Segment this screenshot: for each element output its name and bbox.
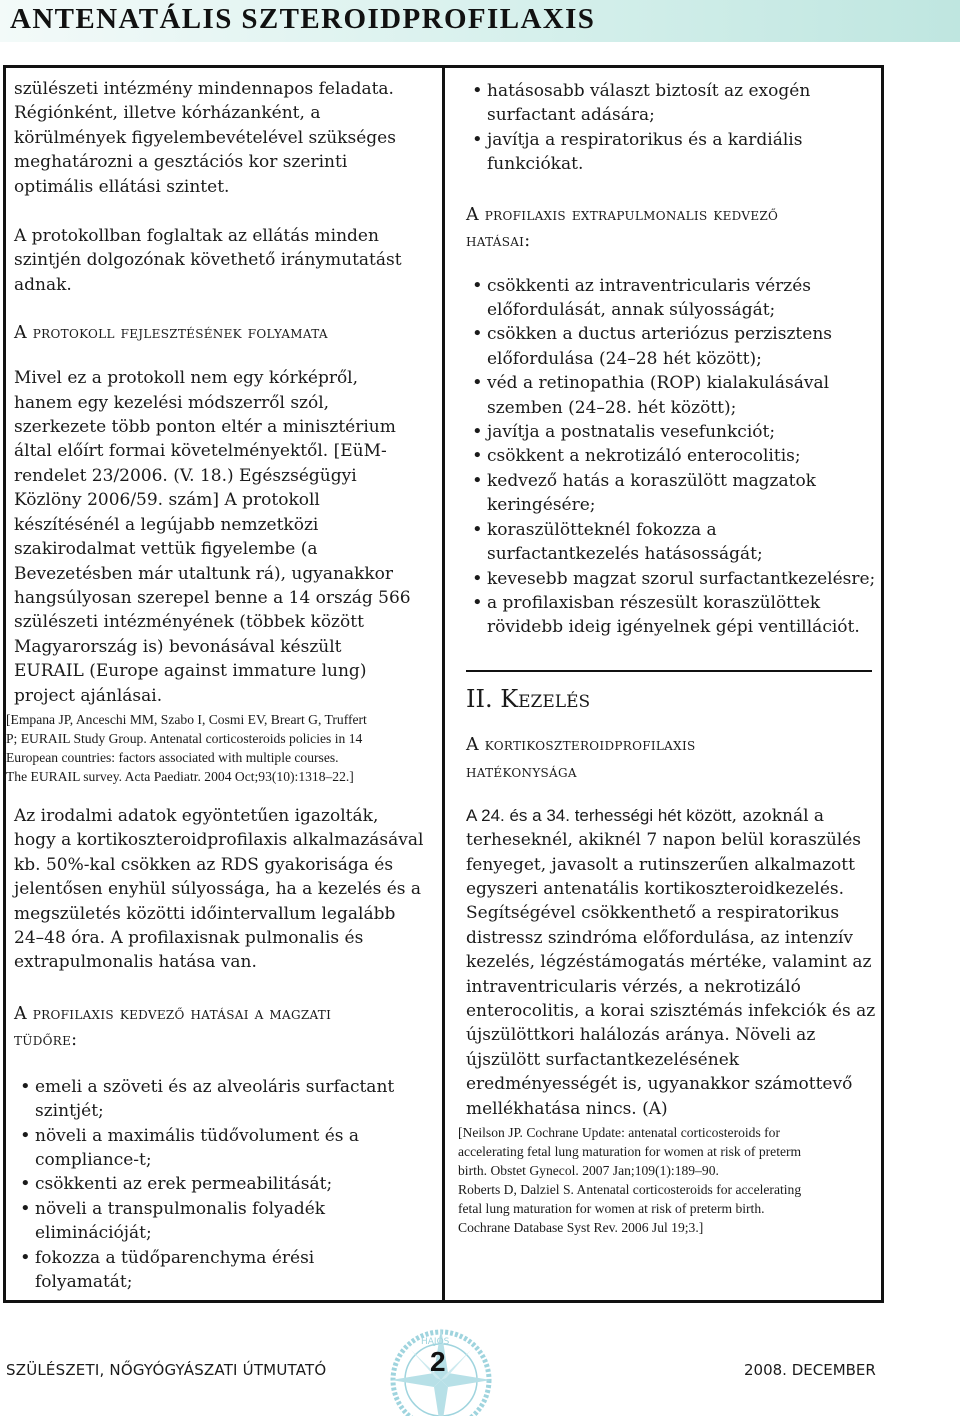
list-item: • növeli a transpulmonalis folyadék eliminációját; (14, 1197, 434, 1246)
list-item: • javítja a respiratorikus és a kardiális funkciókat. (466, 128, 876, 177)
heading-extrapulmonary-effects: A profilaxis extrapulmonalis kedvező hatásai: (466, 204, 779, 251)
right-column (458, 79, 876, 1237)
compass-text: HAJÓS (421, 1337, 450, 1347)
list-item: • kedvező hatás a koraszülött magzatok keringésére; (466, 469, 876, 518)
left-column (6, 77, 434, 1294)
intro-paragraph: szülészeti intézmény mindennapos feladata. Régiónként, illetve kórházanként, a körülmények figyelembevételével szükséges meghatározni a gesztációs kor szerinti optimális ellátási szintet. (14, 79, 396, 197)
list-item: • a profilaxisban részesült koraszülöttek rövidebb ideig igényelnek gépi ventillációt. (466, 591, 876, 640)
section-rule (466, 670, 872, 672)
list-item: • csökkenti az erek permeabilitását; (14, 1172, 434, 1196)
list-item: • kevesebb magzat szorul surfactantkezelésre; (466, 567, 876, 591)
footer-publication: SZÜLÉSZETI, NŐGYÓGYÁSZATI ÚTMUTATÓ (6, 1361, 327, 1379)
heading-protocol-development: A protokoll fejlesztésének folyamata (14, 323, 328, 344)
column-divider (442, 65, 445, 1303)
heading-lung-effects: A profilaxis kedvező hatásai a magzati tüdőre: (14, 1003, 332, 1050)
effectiveness-lead: A 24. és a 34. terhességi hét között (466, 805, 732, 825)
reference-neilson: [Neilson JP. Cochrane Update: antenatal corticosteroids for accelerating fetal lung maturation for women at risk of preterm birth. Obstet Gynecol. 2007 Jan;109(1):189–90. Roberts D, Dalziel S. Antenatal corticosteroids for accelerating fetal lung maturation for women at risk of preterm birth. Cochrane Database Syst Rev. 2006 Jul 19;3.] (458, 1125, 802, 1235)
list-item: • javítja a postnatalis vesefunkciót; (466, 420, 876, 444)
list-item: • csökken a ductus arteriózus perzisztens előfordulása (24–28 hét között); (466, 322, 876, 371)
list-item: • csökkenti az intraventricularis vérzés előfordulását, annak súlyosságát; (466, 274, 876, 323)
list-item: • koraszülötteknél fokozza a surfactantkezelés hatásosságát; (466, 518, 876, 567)
list-item: • növeli a maximális tüdővolument és a compliance-t; (14, 1124, 434, 1173)
effectiveness-paragraph: A 24. és a 34. terhességi hét között, azoknál a terheseknél, akiknél 7 napon belül koraszülés fenyeget, javasolt a rutinszerűen alkalmazott egyszeri antenatális kortikoszteroidkezelés. Segítségével csökkenthető a respiratorikus distressz szindróma előfordulása, az intenzív kezelés, légzéstámogatás mértéke, valamint az intraventricularis vérzés, a nekrotizáló enterocolitis, a korai szisztémás infekciók és az újszülöttkori halálozás aránya. Növeli az újszülött surfactantkezelésének eredményességét is, ugyanakkor számottevő mellékhatása nincs. (A) (466, 805, 876, 1119)
footer-date: 2008. DECEMBER (744, 1361, 876, 1379)
section-title-treatment: II. Kezelés (466, 684, 591, 713)
extrapulmonary-effects-list (466, 274, 876, 640)
list-item: • emeli a szöveti és az alveoláris surfactant szintjét; (14, 1075, 434, 1124)
literature-paragraph: Az irodalmi adatok egyöntetűen igazolták, hogy a kortikoszteroidprofilaxis alkalmazásával kb. 50%-kal csökken az RDS gyakorisága és jelentősen enyhül súlyossága, ha a kezelés és a megszületés közötti időintervallum legalább 24–48 óra. A profilaxisnak pulmonalis és extrapulmonalis hatása van. (14, 805, 424, 973)
page-title: ANTENATÁLIS SZTEROIDPROFILAXIS (10, 3, 596, 35)
development-paragraph: Mivel ez a protokoll nem egy kórképről, hanem egy kezelési módszerről szól, szerkezete több ponton eltér a minisztérium által előírt formai követelményektől. [EüM- rendelet 23/2006. (V. 18.) Egészségügyi Közlöny 2006/59. szám] A protokoll készítésénél a legújabb nemzetközi szakirodalmat vettük figyelembe (a Bevezetésben már utaltunk rá), ugyanakkor hangsúlyosan szerepel benne a 14 ország 566 szülészeti intézményének (többek között Magyarország is) bevonásával készült EURAIL (Europe against immature lung) project ajánlásai. (14, 368, 411, 706)
top-effects-list (466, 79, 876, 177)
list-item: • hatásosabb választ biztosít az exogén surfactant adására; (466, 79, 876, 128)
list-item: • csökkent a nekrotizáló enterocolitis; (466, 444, 876, 468)
protocol-paragraph: A protokollban foglaltak az ellátás minden szintjén dolgozónak követhető iránymutatást adnak. (14, 226, 402, 295)
lung-effects-list (14, 1075, 434, 1295)
reference-empana: [Empana JP, Anceschi MM, Szabo I, Cosmi EV, Breart G, Truffert P; EURAIL Study Group. Antenatal corticosteroids policies in 14 European countries: factors associated with multiple courses. The EURAIL survey. Acta Paediatr. 2004 Oct;93(10):1318–22.] (6, 711, 367, 784)
list-item: • fokozza a tüdőparenchyma érési folyamatát; (14, 1246, 434, 1295)
list-item: • véd a retinopathia (ROP) kialakulásával szemben (24–28. hét között); (466, 371, 876, 420)
heading-effectiveness: A kortikoszteroidprofilaxis hatékonysága (466, 734, 696, 782)
page-number: 2 (430, 1346, 446, 1377)
page-header (0, 0, 960, 42)
